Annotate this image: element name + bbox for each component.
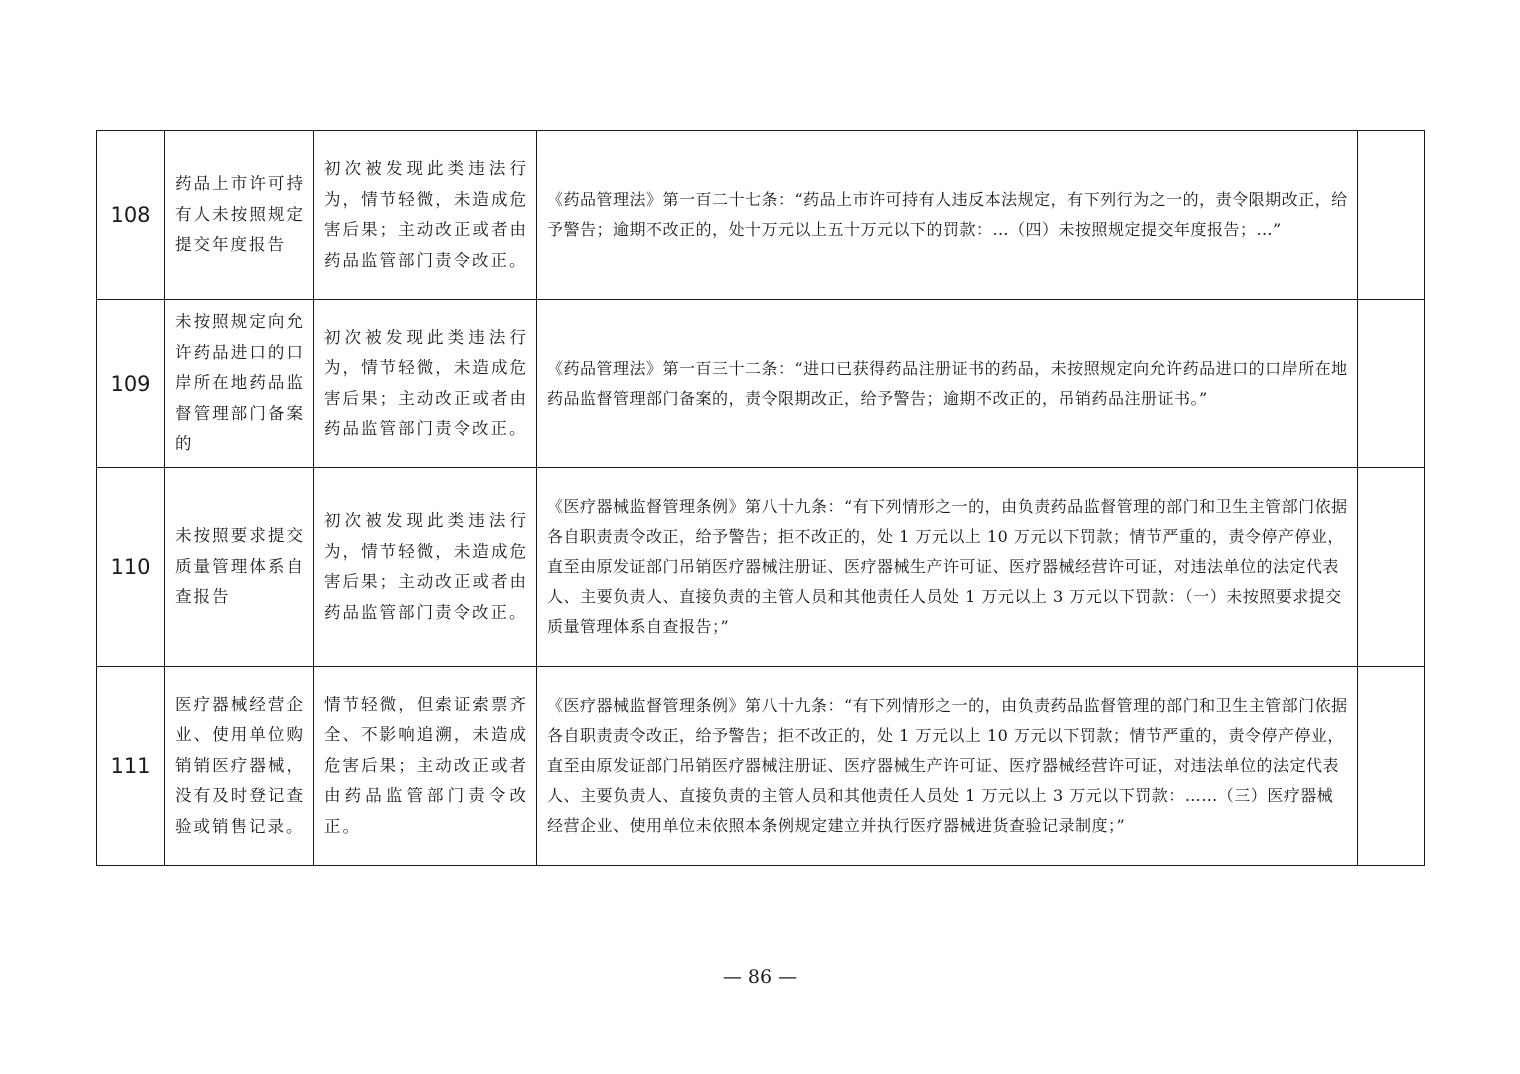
table-row xyxy=(97,667,1425,866)
legal-basis: 《药品管理法》第一百二十七条：“药品上市许可持有人违反本法规定，有下列行为之一的，责令限期改正，给予警告；逾期不改正的，处十万元以上五十万元以下的罚款：…（四）未按照规定提交年度报告；…” xyxy=(537,131,1358,300)
violation-item: 未按照规定向允许药品进口的口岸所在地药品监督管理部门备案的 xyxy=(165,300,314,468)
row-number: 111 xyxy=(97,667,165,866)
page-number: — 86 — xyxy=(722,966,798,988)
row-number: 109 xyxy=(97,300,165,468)
remarks-cell xyxy=(1358,667,1425,866)
legal-basis: 《药品管理法》第一百三十二条：“进口已获得药品注册证书的药品，未按照规定向允许药品进口的口岸所在地药品监督管理部门备案的，责令限期改正，给予警告；逾期不改正的，吊销药品注册证书。” xyxy=(537,300,1358,468)
table-row xyxy=(97,468,1425,667)
exemption-condition: 初次被发现此类违法行为，情节轻微，未造成危害后果；主动改正或者由药品监管部门责令改正。 xyxy=(314,468,537,667)
legal-basis: 《医疗器械监督管理条例》第八十九条：“有下列情形之一的，由负责药品监督管理的部门和卫生主管部门依据各自职责责令改正，给予警告；拒不改正的，处 1 万元以上 10 万元以下罚款；情节严重的，责令停产停业，直至由原发证部门吊销医疗器械注册证、医疗器械生产许可证、医疗器械经营许可证，对违法单位的法定代表人、主要负责人、直接负责的主管人员和其他责任人员处 1 万元以上 3 万元以下罚款：（一）未按照要求提交质量管理体系自查报告；” xyxy=(537,468,1358,667)
violation-item: 医疗器械经营企业、使用单位购销销医疗器械，没有及时登记查验或销售记录。 xyxy=(165,667,314,866)
regulation-table xyxy=(96,130,1425,866)
table-row xyxy=(97,300,1425,468)
legal-basis: 《医疗器械监督管理条例》第八十九条：“有下列情形之一的，由负责药品监督管理的部门和卫生主管部门依据各自职责责令改正，给予警告；拒不改正的，处 1 万元以上 10 万元以下罚款；情节严重的，责令停产停业，直至由原发证部门吊销医疗器械注册证、医疗器械生产许可证、医疗器械经营许可证，对违法单位的法定代表人、主要负责人、直接负责的主管人员和其他责任人员处 1 万元以上 3 万元以下罚款：……（三）医疗器械经营企业、使用单位未依照本条例规定建立并执行医疗器械进货查验记录制度；” xyxy=(537,667,1358,866)
exemption-condition: 情节轻微，但索证索票齐全、不影响追溯，未造成危害后果；主动改正或者由药品监管部门责令改正。 xyxy=(314,667,537,866)
row-number: 110 xyxy=(97,468,165,667)
violation-item: 药品上市许可持有人未按照规定提交年度报告 xyxy=(165,131,314,300)
exemption-condition: 初次被发现此类违法行为，情节轻微，未造成危害后果；主动改正或者由药品监管部门责令改正。 xyxy=(314,131,537,300)
table-row xyxy=(97,131,1425,300)
row-number: 108 xyxy=(97,131,165,300)
remarks-cell xyxy=(1358,468,1425,667)
violation-item: 未按照要求提交质量管理体系自查报告 xyxy=(165,468,314,667)
remarks-cell xyxy=(1358,131,1425,300)
exemption-condition: 初次被发现此类违法行为，情节轻微，未造成危害后果；主动改正或者由药品监管部门责令改正。 xyxy=(314,300,537,468)
remarks-cell xyxy=(1358,300,1425,468)
